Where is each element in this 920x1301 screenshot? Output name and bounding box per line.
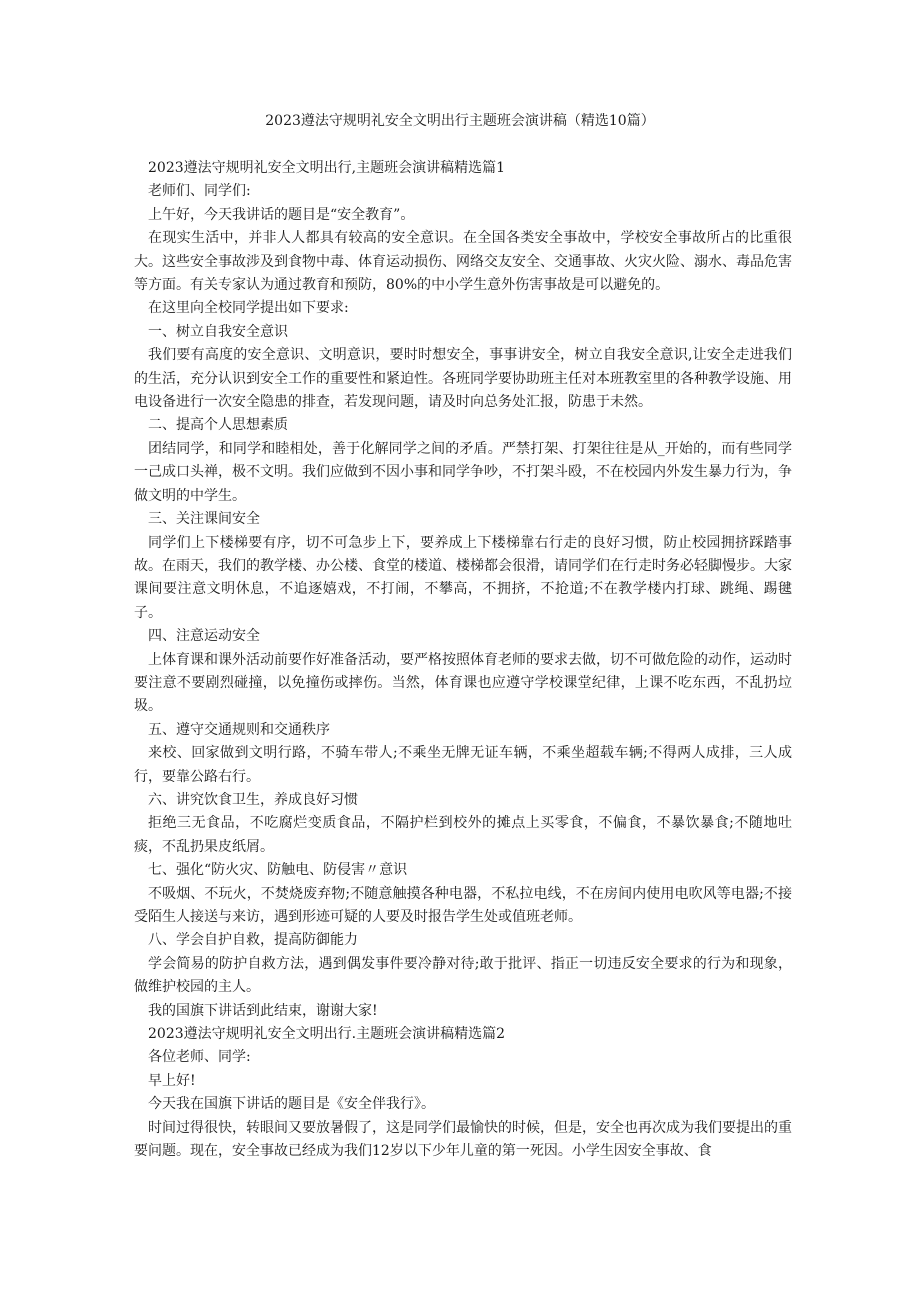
paragraph: 在现实生活中，并非人人都具有较高的安全意识。在全国各类安全事故中，学校安全事故所占的比重很大。这些安全事故涉及到食物中毒、体育运动损伤、网络交友安全、交通事故、火灾火险、溺水、毒品危害等方面。有关专家认为通过教育和预防，80%的中小学生意外伤害事故是可以避免的。 bbox=[134, 230, 792, 294]
item-heading: 四、注意运动安全 bbox=[148, 628, 260, 645]
paragraph: 上体育课和课外活动前要作好准备活动，要严格按照体育老师的要求去做，切不可做危险的动作，运动时要注意不要剧烈碰撞，以免撞伤或摔伤。当然，体育课也应遵守学校课堂纪律，上课不吃东西，不乱扔垃圾。 bbox=[134, 651, 792, 715]
section-heading: 2023遵法守规明礼安全文明出行,主题班会演讲稿精选篇1 bbox=[148, 160, 505, 176]
item-heading: 二、提高个人思想素质 bbox=[148, 417, 288, 434]
paragraph: 学会简易的防护自救方法，遇到偶发事件要冷静对待;敢于批评、指正一切违反安全要求的行为和现象，做维护校园的主人。 bbox=[134, 955, 792, 996]
paragraph: 早上好! bbox=[148, 1072, 196, 1089]
salutation: 各位老师、同学: bbox=[148, 1049, 251, 1066]
paragraph: 上午好，今天我讲话的题目是“安全教育”。 bbox=[148, 206, 415, 223]
item-heading: 五、遵守交通规则和交通秩序 bbox=[148, 721, 330, 738]
item-heading: 三、关注课间安全 bbox=[148, 511, 260, 528]
item-heading: 八、学会自护自救，提高防御能力 bbox=[148, 932, 358, 949]
salutation: 老师们、同学们: bbox=[148, 183, 251, 200]
document-body bbox=[134, 157, 792, 1163]
item-heading: 一、树立自我安全意识 bbox=[148, 323, 288, 340]
paragraph: 来校、回家做到文明行路，不骑车带人;不乘坐无牌无证车辆，不乘坐超载车辆;不得两人成排，三人成行，要靠公路右行。 bbox=[134, 745, 792, 785]
section-heading: 2023遵法守规明礼安全文明出行.主题班会演讲稿精选篇2 bbox=[148, 1026, 505, 1043]
paragraph: 在这里向全校同学提出如下要求: bbox=[148, 300, 349, 317]
item-heading: 七、强化“防火灾、防触电、防侵害〃意识 bbox=[148, 862, 408, 879]
paragraph: 团结同学，和同学和睦相处，善于化解同学之间的矛盾。严禁打架、打架往往是从_开始的，而有些同学一己成口头禅，极不文明。我们应做到不因小事和同学争吵，不打架斗殴，不在校园内外发生暴力行为，争做文明的中学生。 bbox=[134, 440, 792, 504]
paragraph: 时间过得很快，转眼间又要放暑假了，这是同学们最愉快的时候，但是，安全也再次成为我们要提出的重要问题。现在，安全事故已经成为我们12岁以下少年儿童的第一死因。小学生因安全事故、食 bbox=[134, 1119, 792, 1160]
paragraph: 我的国旗下讲话到此结束，谢谢大家! bbox=[148, 1002, 378, 1019]
paragraph: 同学们上下楼梯要有序，切不可急步上下，要养成上下楼梯靠右行走的良好习惯，防止校园拥挤踩踏事故。在雨天，我们的教学楼、办公楼、食堂的楼道、楼梯都会很滑，请同学们在行走时务必轻脚慢步。大家课间要注意文明休息，不追逐嬉戏，不打闹，不攀高，不拥挤，不抢道;不在教学楼内打球、跳绳、踢毽子。 bbox=[134, 534, 792, 621]
paragraph: 拒绝三无食品，不吃腐烂变质食品，不隔护栏到校外的摊点上买零食，不偏食，不暴饮暴食;不随地吐痰，不乱扔果皮纸屑。 bbox=[134, 815, 792, 855]
document-title: 2023遵法守规明礼安全文明出行主题班会演讲稿（精选10篇） bbox=[265, 113, 655, 129]
paragraph: 今天我在国旗下讲话的题目是《安全伴我行》。 bbox=[148, 1096, 435, 1113]
paragraph: 不吸烟、不玩火，不焚烧废弃物;不随意触摸各种电器，不私拉电线，不在房间内使用电吹风等电器;不接受陌生人接送与来访，遇到形迹可疑的人要及时报告学生处或值班老师。 bbox=[134, 885, 792, 925]
paragraph: 我们要有高度的安全意识、文明意识，要时时想安全，事事讲安全，树立自我安全意识,让安全走进我们的生活，充分认识到安全工作的重要性和紧迫性。各班同学要协助班主任对本班教室里的各种教学设施、用电设备进行一次安全隐患的排查，若发现问题，请及时向总务处汇报，防患于未然。 bbox=[134, 347, 792, 411]
item-heading: 六、讲究饮食卫生，养成良好习惯 bbox=[148, 791, 358, 808]
